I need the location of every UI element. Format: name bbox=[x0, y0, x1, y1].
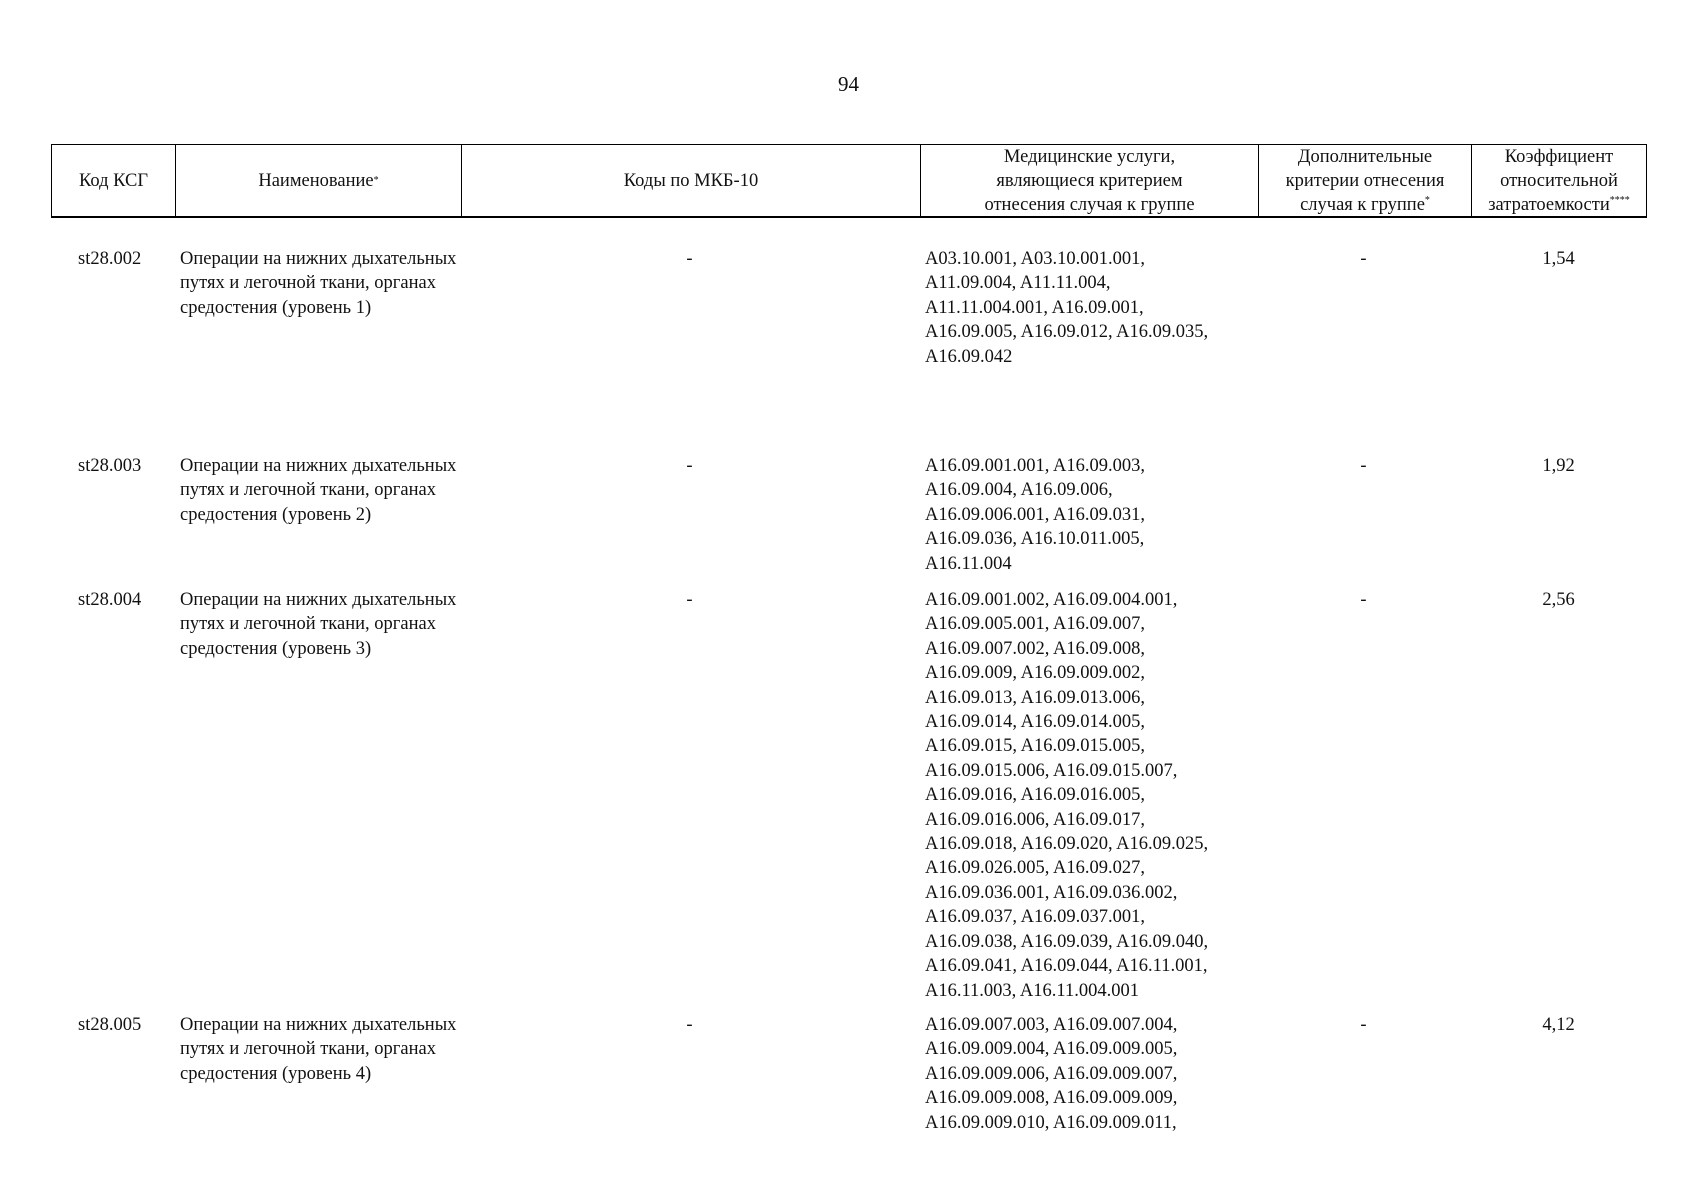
service-line: A16.09.015, A16.09.015.005, bbox=[925, 736, 1145, 757]
ksg-code: st28.003 bbox=[78, 456, 142, 476]
extra-criteria: - bbox=[1360, 456, 1367, 476]
service-codes bbox=[925, 247, 1265, 369]
extra-criteria: - bbox=[1360, 590, 1367, 610]
service-line: A16.09.009, A16.09.009.002, bbox=[925, 663, 1145, 684]
service-line: A16.11.004 bbox=[925, 553, 1012, 574]
service-line: A16.09.016, A16.09.016.005, bbox=[925, 785, 1145, 806]
service-line: A16.09.018, A16.09.020, A16.09.025, bbox=[925, 834, 1209, 855]
group-name: Операции на нижних дыхательных путях и легочной ткани, органах средостения (уровень 2) bbox=[180, 456, 457, 525]
header-label: Код КСГ bbox=[78, 170, 149, 191]
ksg-code: st28.004 bbox=[78, 590, 142, 610]
group-name: Операции на нижних дыхательных путях и легочной ткани, органах средостения (уровень 3) bbox=[180, 590, 457, 659]
ksg-code: st28.002 bbox=[78, 249, 142, 269]
header-mkb bbox=[461, 145, 920, 216]
service-line: A16.09.036, A16.10.011.005, bbox=[925, 529, 1145, 550]
service-codes bbox=[925, 1013, 1265, 1135]
header-services bbox=[920, 145, 1258, 216]
service-line: A16.09.026.005, A16.09.027, bbox=[925, 858, 1145, 879]
ksg-code: st28.005 bbox=[78, 1015, 142, 1035]
service-line: A16.09.009.008, A16.09.009.009, bbox=[925, 1088, 1178, 1109]
header-name: Наименование * bbox=[175, 145, 461, 216]
footnote-mark: * bbox=[1424, 194, 1430, 206]
service-line: A03.10.001, A03.10.001.001, bbox=[925, 249, 1145, 269]
table-header bbox=[51, 144, 1647, 218]
footnote-mark: **** bbox=[1609, 194, 1630, 206]
header-extra bbox=[1258, 145, 1471, 216]
service-line: A16.09.041, A16.09.044, A16.11.001, bbox=[925, 956, 1208, 977]
service-line: A16.09.004, A16.09.006, bbox=[925, 480, 1113, 501]
service-line: A16.09.001.002, A16.09.004.001, bbox=[925, 590, 1178, 610]
mkb-codes: - bbox=[686, 456, 693, 476]
header-label: Наименование bbox=[258, 170, 374, 191]
header-coef bbox=[1471, 145, 1646, 216]
page-number: 94 bbox=[838, 72, 859, 96]
service-codes bbox=[925, 454, 1265, 576]
header-label: Медицинские услуги, являющиеся критерием отнесения случая к группе bbox=[984, 146, 1195, 215]
service-line: A16.09.016.006, A16.09.017, bbox=[925, 809, 1145, 830]
header-label: Коды по МКБ-10 bbox=[623, 170, 759, 191]
service-codes bbox=[925, 588, 1265, 1003]
service-line: A16.09.013, A16.09.013.006, bbox=[925, 687, 1145, 708]
mkb-codes: - bbox=[686, 1015, 693, 1035]
service-line: A16.09.009.004, A16.09.009.005, bbox=[925, 1039, 1178, 1060]
service-line: A16.09.005, A16.09.012, A16.09.035, bbox=[925, 322, 1209, 343]
mkb-codes: - bbox=[686, 249, 693, 269]
service-line: A16.09.005.001, A16.09.007, bbox=[925, 614, 1145, 635]
group-name: Операции на нижних дыхательных путях и легочной ткани, органах средостения (уровень 4) bbox=[180, 1015, 457, 1084]
header-label: Коэффициент относительной затратоемкости bbox=[1488, 146, 1618, 215]
service-line: A16.09.042 bbox=[925, 346, 1013, 367]
service-line: A16.09.015.006, A16.09.015.007, bbox=[925, 760, 1178, 781]
header-label: Дополнительные критерии отнесения случая к группе bbox=[1285, 146, 1445, 215]
service-line: A16.09.036.001, A16.09.036.002, bbox=[925, 882, 1178, 903]
service-line: A16.09.007.002, A16.09.008, bbox=[925, 638, 1145, 659]
service-line: A16.09.009.006, A16.09.009.007, bbox=[925, 1063, 1178, 1084]
header-code bbox=[52, 145, 175, 216]
service-line: A11.09.004, A11.11.004, bbox=[925, 273, 1111, 294]
service-line: A16.09.001.001, A16.09.003, bbox=[925, 456, 1145, 476]
service-line: A16.09.006.001, A16.09.031, bbox=[925, 504, 1145, 525]
service-line: A16.09.009.010, A16.09.009.011, bbox=[925, 1112, 1177, 1133]
service-line: A16.11.003, A16.11.004.001 bbox=[925, 980, 1139, 1001]
service-line: A16.09.007.003, A16.09.007.004, bbox=[925, 1015, 1178, 1035]
service-line: A16.09.014, A16.09.014.005, bbox=[925, 712, 1145, 733]
cost-coefficient: 2,56 bbox=[1542, 590, 1575, 610]
extra-criteria: - bbox=[1360, 1015, 1367, 1035]
group-name: Операции на нижних дыхательных путях и легочной ткани, органах средостения (уровень 1) bbox=[180, 249, 457, 318]
cost-coefficient: 1,54 bbox=[1542, 249, 1575, 269]
service-line: A11.11.004.001, A16.09.001, bbox=[925, 297, 1144, 318]
mkb-codes: - bbox=[686, 590, 693, 610]
cost-coefficient: 4,12 bbox=[1542, 1015, 1575, 1035]
extra-criteria: - bbox=[1360, 249, 1367, 269]
service-line: A16.09.038, A16.09.039, A16.09.040, bbox=[925, 931, 1209, 952]
cost-coefficient: 1,92 bbox=[1542, 456, 1575, 476]
service-line: A16.09.037, A16.09.037.001, bbox=[925, 907, 1145, 928]
